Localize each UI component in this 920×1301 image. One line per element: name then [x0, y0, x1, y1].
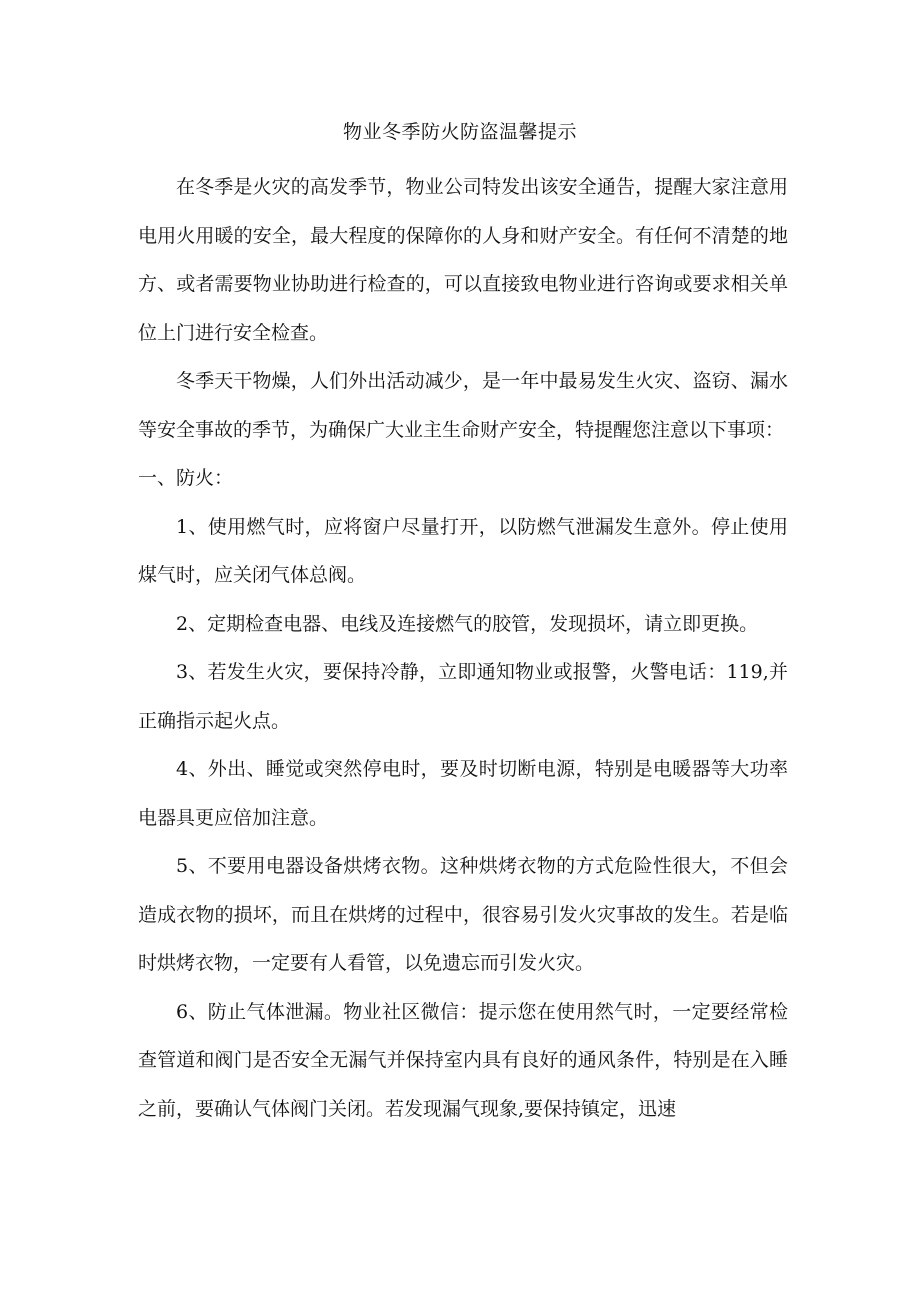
document-title: 物业冬季防火防盗温馨提示: [342, 121, 577, 143]
list-item-4: 4、外出、睡觉或突然停电时，要及时切断电源，特别是电暖器等大功率电器具更应倍加注意。: [138, 758, 788, 829]
list-item-5: 5、不要用电器设备烘烤衣物。这种烘烤衣物的方式危险性很大，不但会造成衣物的损坏，而且在烘烤的过程中，很容易引发火灾事故的发生。若是临时烘烤衣物，一定要有人看管，以免遗忘而引发火灾。: [138, 855, 788, 974]
list-item-6: 6、防止气体泄漏。物业社区微信：提示您在使用然气时，一定要经常检查管道和阀门是否安全无漏气并保持室内具有良好的通风条件，特别是在入睡之前，要确认气体阀门关闭。若发现漏气现象,要保持镇定，迅速: [138, 1000, 788, 1120]
paragraph-intro: 在冬季是火灾的高发季节，物业公司特发出该安全通告，提醒大家注意用电用火用暖的安全，最大程度的保障你的人身和财产安全。有任何不清楚的地方、或者需要物业协助进行检查的，可以直接致电物业进行咨询或要求相关单位上门进行安全检查。: [138, 176, 788, 344]
document-body: [138, 163, 788, 1133]
paragraph-winter-notice: 冬季天干物燥，人们外出活动减少，是一年中最易发生火灾、盗窃、漏水等安全事故的季节，为确保广大业主生命财产安全，特提醒您注意以下事项：: [138, 370, 788, 441]
list-item-1: 1、使用燃气时，应将窗户尽量打开，以防燃气泄漏发生意外。停止使用煤气时，应关闭气体总阀。: [138, 515, 788, 586]
list-item-3: 3、若发生火灾，要保持冷静，立即通知物业或报警，火警电话：119,并正确指示起火点。: [138, 661, 788, 732]
list-item-2: 2、定期检查电器、电线及连接燃气的胶管，发现损坏，请立即更换。: [176, 612, 759, 635]
section-heading-fire-prevention: 一、防火：: [138, 467, 234, 489]
